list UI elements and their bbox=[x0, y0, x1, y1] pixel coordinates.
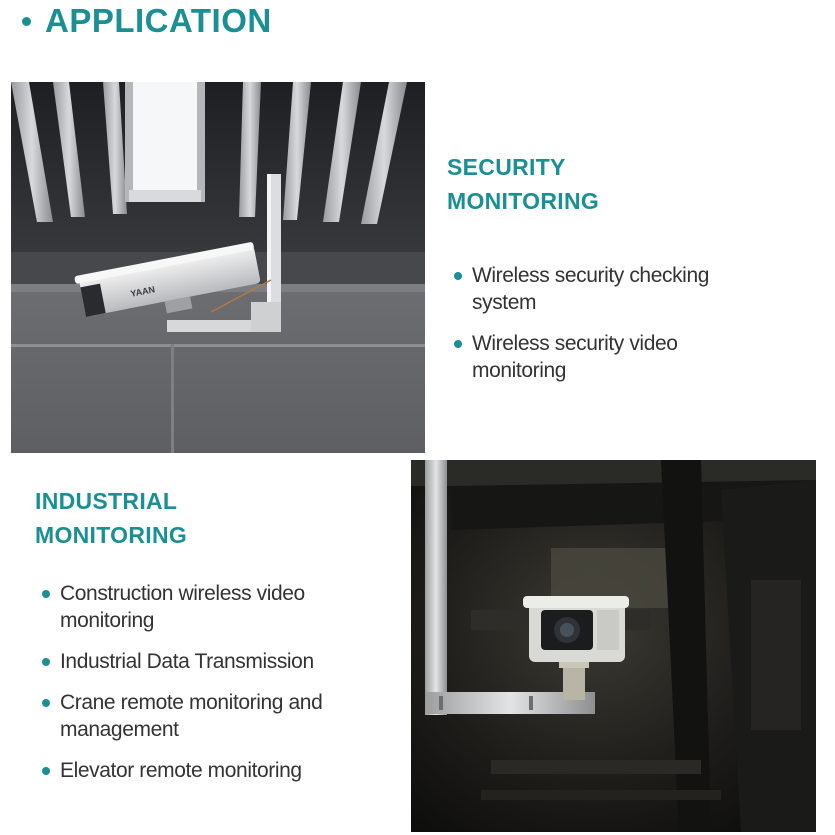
list-item-line1: Crane remote monitoring and bbox=[60, 691, 323, 714]
security-title bbox=[447, 150, 599, 218]
list-item-line1: Construction wireless video bbox=[60, 582, 305, 605]
list-item-line1: Industrial Data Transmission bbox=[60, 650, 314, 673]
list-item bbox=[40, 689, 370, 743]
list-item-line1: Elevator remote monitoring bbox=[60, 759, 302, 782]
list-item bbox=[452, 262, 772, 316]
camera-brand-label: YAAN bbox=[129, 284, 156, 299]
bullet-dot-icon bbox=[42, 590, 50, 598]
security-camera-photo bbox=[11, 82, 425, 453]
list-item bbox=[40, 580, 370, 634]
list-item bbox=[40, 648, 370, 675]
bullet-dot-icon bbox=[42, 699, 50, 707]
list-item-line2: system bbox=[472, 291, 537, 314]
heading-text: APPLICATION bbox=[45, 2, 272, 39]
bullet-dot-icon bbox=[42, 658, 50, 666]
list-item-line1: Wireless security checking bbox=[472, 264, 710, 287]
industrial-list bbox=[40, 580, 370, 798]
industrial-camera-photo bbox=[411, 460, 816, 832]
list-item bbox=[452, 330, 772, 384]
page-heading bbox=[22, 2, 272, 40]
security-list bbox=[452, 262, 772, 398]
industrial-title-line1: INDUSTRIAL bbox=[35, 488, 178, 514]
bullet-dot-icon bbox=[454, 272, 462, 280]
security-title-line1: SECURITY bbox=[447, 154, 566, 180]
bullet-dot-icon bbox=[22, 17, 31, 26]
security-title-line2: MONITORING bbox=[447, 188, 600, 214]
industrial-title-line2: MONITORING bbox=[35, 522, 188, 548]
list-item-line2: management bbox=[60, 718, 179, 741]
list-item-line2: monitoring bbox=[60, 609, 155, 632]
bullet-dot-icon bbox=[454, 340, 462, 348]
list-item-line2: monitoring bbox=[472, 359, 567, 382]
list-item bbox=[40, 757, 370, 784]
list-item-line1: Wireless security video bbox=[472, 332, 678, 355]
bullet-dot-icon bbox=[42, 767, 50, 775]
industrial-title bbox=[35, 484, 187, 552]
